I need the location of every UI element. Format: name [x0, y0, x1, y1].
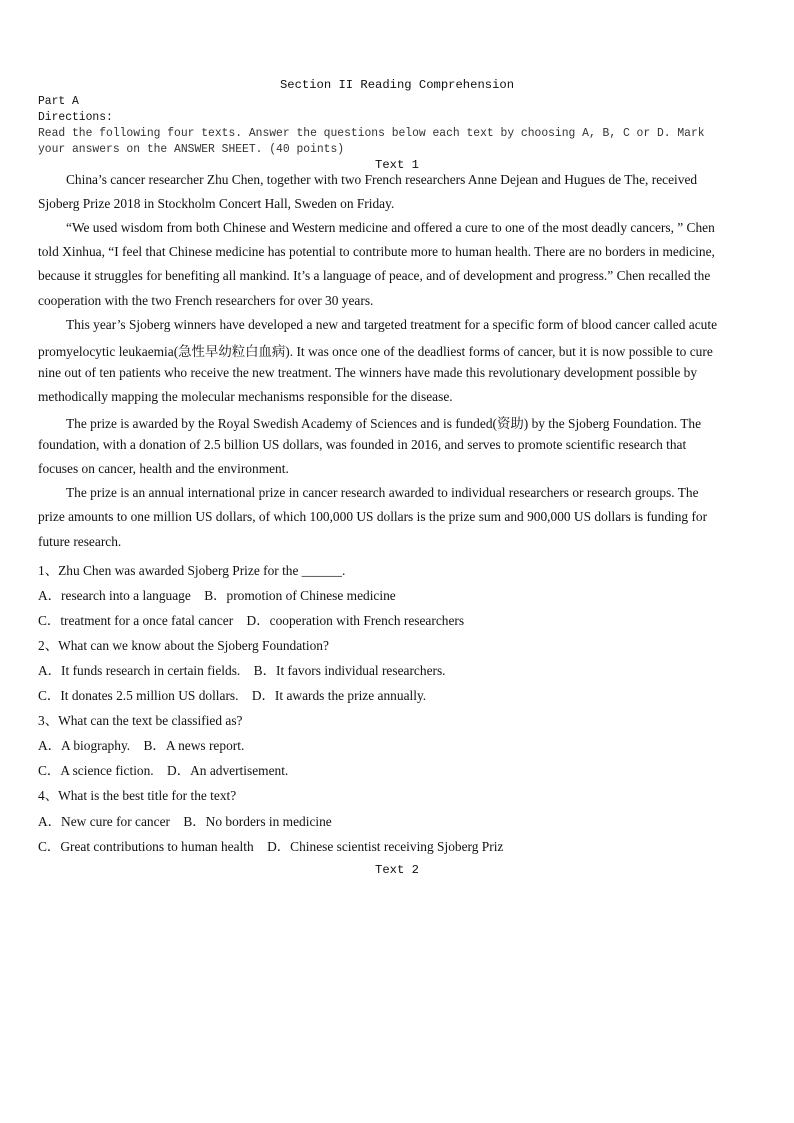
question-options: A．New cure for cancer B．No borders in medicine — [38, 813, 332, 829]
paragraph-line: methodically mapping the molecular mechanisms responsible for the disease. — [38, 388, 453, 404]
question-options: C．Great contributions to human health D．Chinese scientist receiving Sjoberg Priz — [38, 838, 504, 854]
question-stem: 1、Zhu Chen was awarded Sjoberg Prize for the ______. — [38, 563, 346, 578]
paragraph-line: The prize is awarded by the Royal Swedish Academy of Sciences and is funded(资助) by the Sjoberg Foundation. The — [66, 416, 702, 431]
paragraph-line: “We used wisdom from both Chinese and Western medicine and offered a cure to one of the most deadly cancers, ” Chen — [66, 220, 715, 236]
question-options: A．A biography. B．A news report. — [38, 738, 245, 754]
paragraph-line: prize amounts to one million US dollars, of which 100,000 US dollars is the prize sum and 900,000 US dollars is funding for — [38, 509, 708, 525]
directions-label: Directions: — [38, 110, 113, 124]
question-options: C．A science fiction. D．An advertisement. — [38, 763, 289, 779]
paragraph-line: nine out of ten patients who receive the new treatment. The winners have made this revolutionary development possible by — [38, 364, 698, 380]
paragraph-line: future research. — [38, 533, 122, 549]
paragraph-line: This year’s Sjoberg winners have developed a new and targeted treatment for a specific form of blood cancer called acute — [66, 316, 718, 332]
paragraph-line: focuses on cancer, health and the environment. — [38, 461, 289, 477]
paragraph-line: Sjoberg Prize 2018 in Stockholm Concert Hall, Sweden on Friday. — [38, 196, 395, 212]
text2-title: Text 2 — [375, 863, 419, 877]
directions-line: your answers on the ANSWER SHEET. (40 points) — [38, 142, 345, 156]
question-stem: 4、What is the best title for the text? — [38, 788, 237, 804]
question-options: A．It funds research in certain fields. B．It favors individual researchers. — [38, 663, 446, 679]
paragraph-line: cooperation with the two French researchers for over 30 years. — [38, 292, 374, 308]
paragraph-line: The prize is an annual international prize in cancer research awarded to individual researchers or research groups. The — [66, 485, 699, 501]
paragraph-line: told Xinhua, “I feel that Chinese medicine has potential to contribute more to human health. There are no borders in medicine, — [38, 244, 715, 260]
question-options: C．It donates 2.5 million US dollars. D．It awards the prize annually. — [38, 688, 427, 704]
question-stem: 3、What can the text be classified as? — [38, 713, 243, 729]
question-options: C．treatment for a once fatal cancer D．cooperation with French researchers — [38, 613, 465, 629]
paragraph-line: foundation, with a donation of 2.5 billion US dollars, was founded in 2016, and serves to promote scientific research that — [38, 437, 687, 453]
directions-line: Read the following four texts. Answer the questions below each text by choosing A, B, C or D. Mark — [38, 126, 705, 140]
part-label: Part A — [38, 94, 79, 108]
section-title: Section II Reading Comprehension — [279, 78, 515, 92]
question-options: A．research into a language B．promotion of Chinese medicine — [38, 588, 396, 604]
paragraph-line: because it struggles for benefiting all mankind. It’s a language of peace, and of development and progress.” Chen recalled the — [38, 268, 711, 284]
question-stem: 2、What can we know about the Sjoberg Foundation? — [38, 638, 329, 654]
text1-title: Text 1 — [375, 158, 419, 172]
paragraph-line: China’s cancer researcher Zhu Chen, together with two French researchers Anne Dejean and Hugues de The, received — [66, 172, 698, 187]
paragraph-line: promyelocytic leukaemia(急性早幼粒白血病). It was once one of the deadliest forms of cancer, but it is now possible to cure — [38, 343, 713, 359]
